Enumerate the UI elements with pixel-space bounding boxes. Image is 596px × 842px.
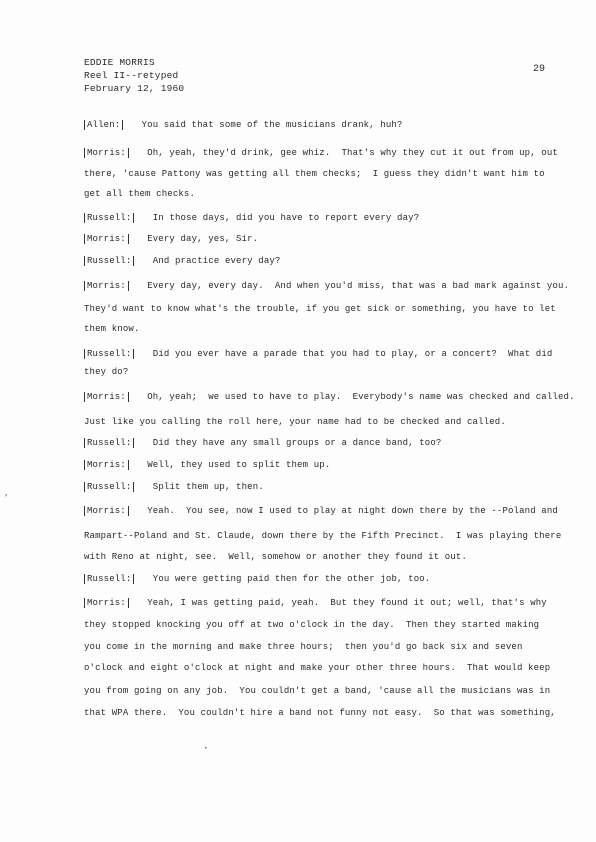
transcript-line: Yeah, I was getting paid, yeah. But they found it out; well, that's why [147, 598, 547, 608]
margin-mark: ‚ [4, 489, 9, 498]
transcript-line: Did you ever have a parade that you had to play, or a concert? What did [152, 349, 553, 359]
transcript-line: Oh, yeah, they'd drink, gee whiz. That's why they cut it out from up, out [147, 148, 558, 158]
transcript-line: In those days, did you have to report every day? [152, 213, 420, 223]
transcript-line: Well, they used to split them up. [147, 460, 331, 470]
speaker-label: Russell: [84, 438, 134, 448]
speaker-label: Russell: [84, 482, 134, 492]
transcript-line: Split them up, then. [152, 482, 264, 492]
transcript-line: Oh, yeah; we used to have to play. Everybody's name was checked and called. [147, 392, 575, 402]
page-number: 29 [533, 64, 546, 75]
speaker-label: Russell: [84, 256, 134, 266]
speaker-label: Morris: [84, 460, 129, 470]
speaker-label: Morris: [84, 281, 129, 291]
interviewee-name: EDDIE MORRIS [84, 57, 155, 68]
interview-date: February 12, 1960 [84, 83, 185, 94]
bottom-mark: • [204, 745, 208, 752]
transcript-line: o'clock and eight o'clock at night and make your other three hours. That would keep [84, 663, 551, 673]
speaker-label: Morris: [84, 148, 129, 158]
transcript-line: Yeah. You see, now I used to play at night down there by the --Poland and [147, 506, 558, 516]
transcript-line: they do? [84, 367, 129, 377]
transcript-line: you from going on any job. You couldn't get a band, 'cause all the musicians was in [84, 686, 551, 696]
transcript-line: They'd want to know what's the trouble, if you get sick or something, you have to let [84, 304, 556, 314]
speaker-label: Allen: [84, 120, 123, 130]
transcript-line: Every day, every day. And when you'd miss, that was a bad mark against you. [147, 281, 570, 291]
transcript-line: You were getting paid then for the other job, too. [152, 574, 431, 584]
speaker-label: Morris: [84, 506, 129, 516]
speaker-label: Russell: [84, 574, 134, 584]
transcript-line: there, 'cause Pattony was getting all them checks; I guess they didn't want him to [84, 169, 545, 179]
transcript-line: Did they have any small groups or a dance band, too? [152, 438, 442, 448]
transcript-line: that WPA there. You couldn't hire a band not funny not easy. So that was something, [84, 708, 556, 718]
speaker-label: Morris: [84, 234, 129, 244]
transcript-line: with Reno at night, see. Well, somehow or another they found it out. [84, 552, 468, 562]
transcript-line: Just like you calling the roll here, your name had to be checked and called. [84, 417, 506, 427]
transcript-line: You said that some of the musicians drank, huh? [141, 120, 403, 130]
speaker-label: Morris: [84, 598, 129, 608]
transcript-line: you come in the morning and make three hours; then you'd go back six and seven [84, 642, 523, 652]
speaker-label: Russell: [84, 349, 134, 359]
speaker-label: Morris: [84, 392, 129, 402]
reel-label: Reel II--retyped [84, 70, 179, 81]
transcript-line: them know. [84, 324, 140, 334]
transcript-line: they stopped knocking you off at two o'clock in the day. Then they started making [84, 620, 540, 630]
transcript-line: And practice every day? [152, 256, 281, 266]
transcript-line: Rampart--Poland and St. Claude, down there by the Fifth Precinct. I was playing there [84, 531, 562, 541]
transcript-line: get all them checks. [84, 189, 196, 199]
transcript-line: Every day, yes, Sir. [147, 234, 259, 244]
speaker-label: Russell: [84, 213, 134, 223]
